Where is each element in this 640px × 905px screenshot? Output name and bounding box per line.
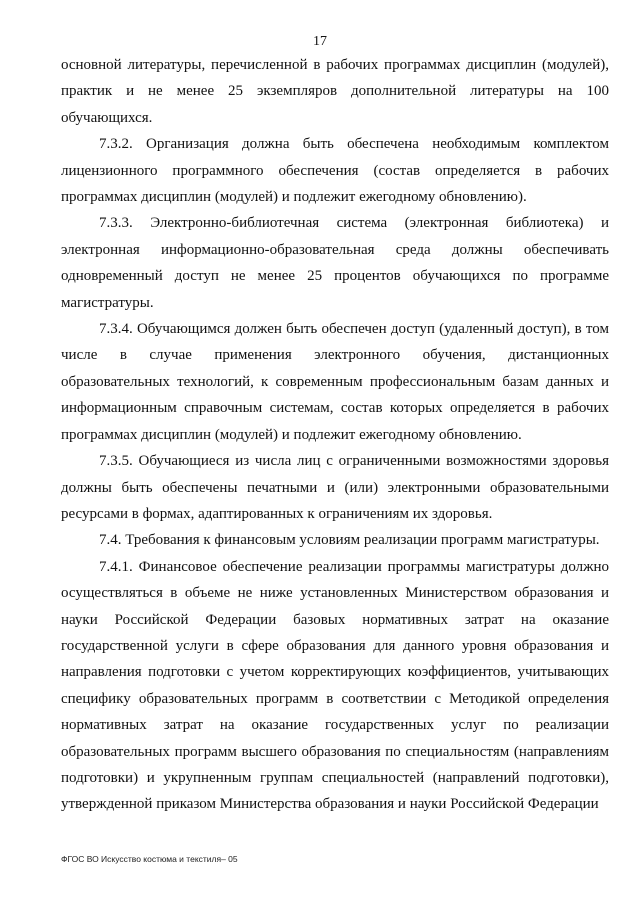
paragraph-7-4: 7.4. Требования к финансовым условиям реализации программ магистратуры. bbox=[99, 532, 600, 549]
paragraph-7-3-5: 7.3.5. Обучающиеся из числа лиц с ограниченными возможностями здоровья должны быть обеспечены печатными и (или) электронными образовательными ресурсами в формах, адаптированных к ограничениям их здоровья. bbox=[61, 453, 609, 522]
page-number: 17 bbox=[313, 34, 327, 49]
paragraph-7-3-3: 7.3.3. Электронно-библиотечная система (электронная библиотека) и электронная информационно-образовательная среда должны обеспечивать одновременный доступ не менее 25 процентов обучающихся по программе магистратуры. bbox=[61, 215, 609, 311]
paragraph-7-3-4: 7.3.4. Обучающимся должен быть обеспечен доступ (удаленный доступ), в том числе в случае применения электронного обучения, дистанционных образовательных технологий, к современным профессиональным базам данных и информационным справочным системам, состав которых определяется в рабочих программах дисциплин (модулей) и подлежит ежегодному обновлению. bbox=[61, 321, 609, 443]
paragraph-7-4-1: 7.4.1. Финансовое обеспечение реализации программы магистратуры должно осуществляться в объеме не ниже установленных Министерством образования и науки Российской Федерации базовых нормативных затрат на оказание государственной услуги в сфере образования для данного уровня образования и направления подготовки с учетом корректирующих коэффициентов, учитывающих специфику образовательных программ в соответствии с Методикой определения нормативных затрат на оказание государственных услуг по реализации образовательных программ высшего образования по специальностям (направлениям подготовки) и укрупненным группам специальностей (направлений подготовки), утвержденной приказом Министерства образования и науки Российской Федерации bbox=[61, 558, 609, 813]
page-footer: ФГОС ВО Искусство костюма и текстиля– 05 bbox=[61, 854, 238, 864]
paragraph-continuation: основной литературы, перечисленной в рабочих программах дисциплин (модулей), практик и не менее 25 экземпляров дополнительной литературы на 100 обучающихся. bbox=[61, 57, 609, 126]
paragraph-7-3-2: 7.3.2. Организация должна быть обеспечена необходимым комплектом лицензионного программного обеспечения (состав определяется в рабочих программах дисциплин (модулей) и подлежит ежегодному обновлению). bbox=[61, 136, 609, 206]
document-body bbox=[61, 52, 609, 818]
